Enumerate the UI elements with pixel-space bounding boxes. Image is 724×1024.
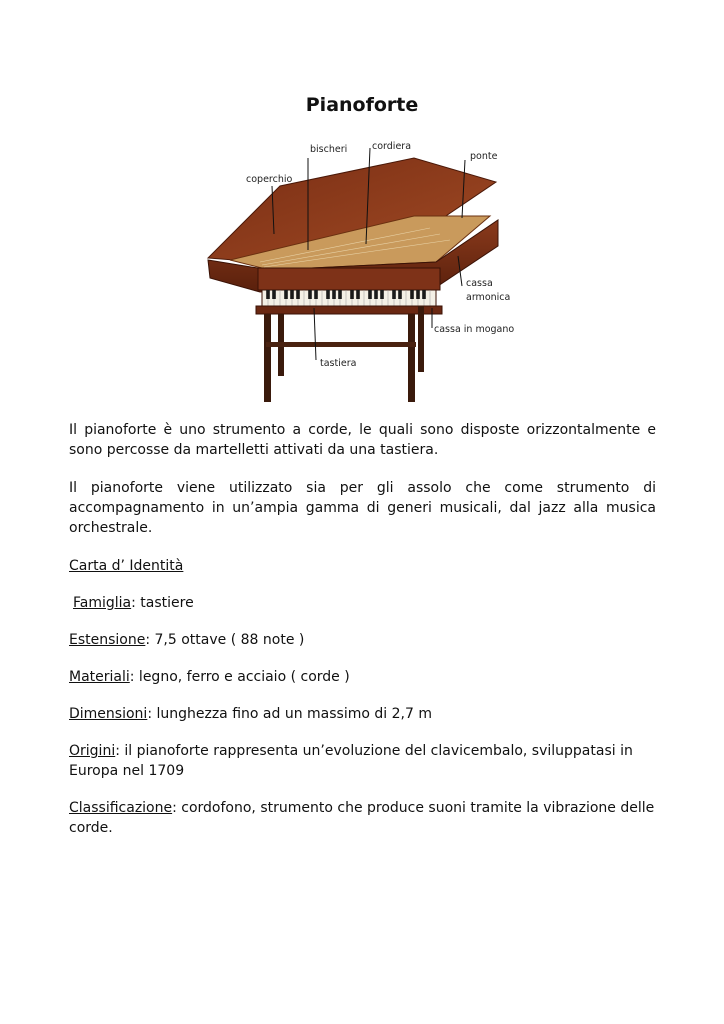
card-heading — [69, 556, 656, 576]
black-key — [398, 290, 402, 299]
black-key — [332, 290, 336, 299]
label-cordiera: cordiera — [372, 141, 412, 152]
black-key — [392, 290, 396, 299]
label-armonica: armonica — [466, 292, 511, 303]
black-key — [266, 290, 270, 299]
black-key — [380, 290, 384, 299]
field-famiglia — [69, 593, 656, 613]
pianoforte-diagram — [200, 136, 530, 408]
materiali-value: : legno, ferro e acciaio ( corde ) — [129, 669, 350, 685]
field-estensione — [69, 630, 656, 650]
document-body — [69, 420, 656, 855]
label-bischeri: bischeri — [310, 144, 348, 155]
black-key — [356, 290, 360, 299]
black-key — [308, 290, 312, 299]
field-origini — [69, 741, 656, 781]
black-key — [410, 290, 414, 299]
field-classificazione — [69, 798, 656, 838]
classificazione-label: Classificazione — [69, 800, 173, 816]
black-key — [272, 290, 276, 299]
classificazione-value: : cordofono, strumento che produce suoni tramite la vibrazione delle corde. — [69, 800, 655, 836]
origini-label: Origini — [69, 743, 116, 759]
black-key — [374, 290, 378, 299]
intro-paragraph-1: Il pianoforte è uno strumento a corde, le quali sono disposte orizzontalmente e sono percosse da martelletti attivati da una tastiera. — [69, 422, 656, 458]
origini-value: : il pianoforte rappresenta un’evoluzione del clavicembalo, sviluppatasi in Europa nel 1709 — [69, 743, 633, 779]
black-key — [338, 290, 342, 299]
black-key — [296, 290, 300, 299]
field-dimensioni — [69, 704, 656, 724]
estensione-label: Estensione — [69, 632, 146, 648]
label-cassa: cassa — [466, 278, 493, 289]
black-key — [284, 290, 288, 299]
black-key — [422, 290, 426, 299]
materiali-label: Materiali — [69, 669, 130, 685]
label-tastiera: tastiera — [320, 358, 357, 369]
black-key — [350, 290, 354, 299]
famiglia-label: Famiglia — [73, 595, 132, 611]
black-key — [314, 290, 318, 299]
black-key — [416, 290, 420, 299]
label-coperchio: coperchio — [246, 174, 293, 185]
page-title: Pianoforte — [305, 94, 419, 116]
estensione-value: : 7,5 ottave ( 88 note ) — [145, 632, 305, 648]
famiglia-value: : tastiere — [131, 595, 194, 611]
label-cassa-in-mogano: cassa in mogano — [434, 324, 515, 335]
black-key — [326, 290, 330, 299]
dimensioni-value: : lunghezza fino ad un massimo di 2,7 m — [147, 706, 432, 722]
field-materiali — [69, 667, 656, 687]
label-ponte: ponte — [470, 151, 498, 162]
black-key — [368, 290, 372, 299]
dimensioni-label: Dimensioni — [69, 706, 148, 722]
card-heading-text: Carta d’ Identità — [69, 558, 184, 574]
black-key — [290, 290, 294, 299]
intro-paragraph-2: Il pianoforte viene utilizzato sia per gli assolo che come strumento di accompagnamento in un’ampia gamma di generi musicali, dal jazz alla musica orchestrale. — [69, 480, 656, 536]
